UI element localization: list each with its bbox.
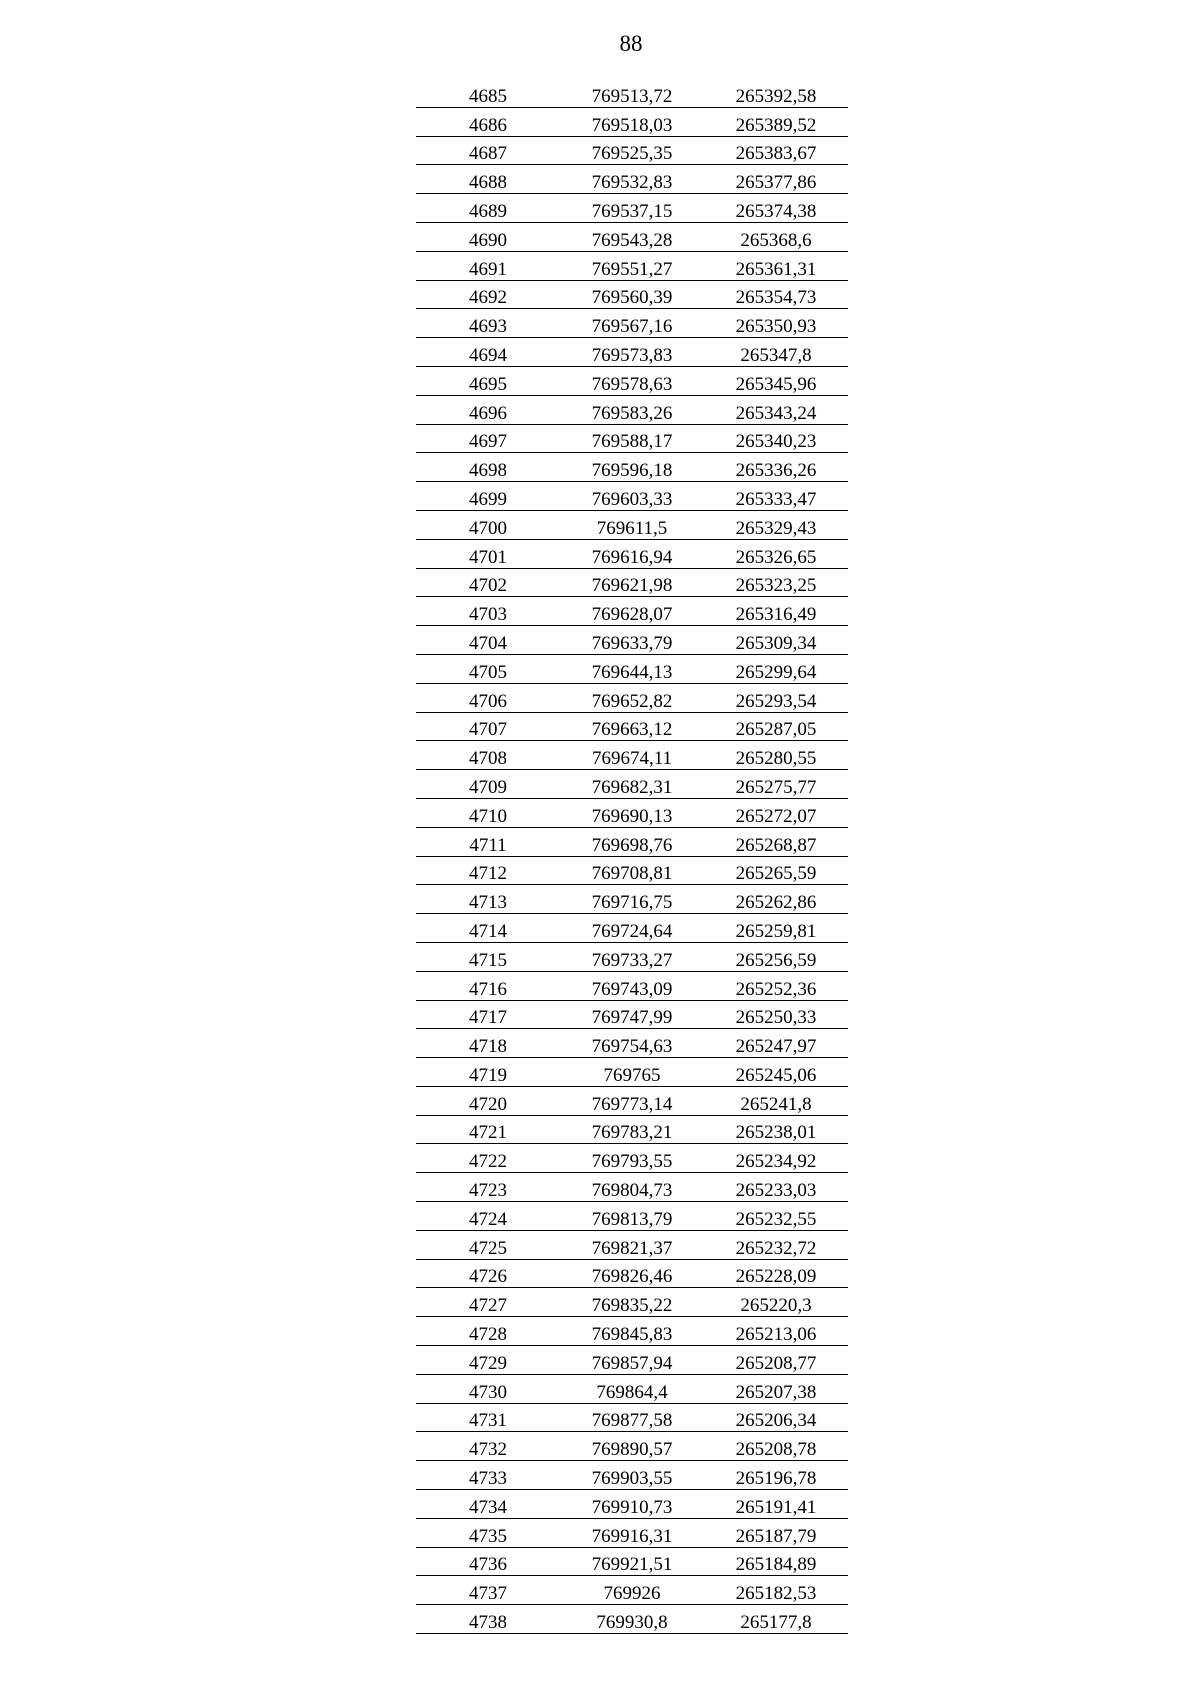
x-coordinate-cell: 769877,58 bbox=[560, 1403, 704, 1432]
y-coordinate-cell: 265374,38 bbox=[704, 194, 848, 223]
y-coordinate-cell: 265268,87 bbox=[704, 827, 848, 856]
y-coordinate-cell: 265232,72 bbox=[704, 1230, 848, 1259]
point-number-cell: 4707 bbox=[416, 712, 560, 741]
table-row bbox=[416, 1547, 848, 1576]
y-coordinate-cell: 265299,64 bbox=[704, 654, 848, 683]
y-coordinate-cell: 265191,41 bbox=[704, 1490, 848, 1519]
point-number-cell: 4715 bbox=[416, 942, 560, 971]
point-number-cell: 4693 bbox=[416, 309, 560, 338]
x-coordinate-cell: 769930,8 bbox=[560, 1605, 704, 1634]
table-row bbox=[416, 1461, 848, 1490]
x-coordinate-cell: 769804,73 bbox=[560, 1173, 704, 1202]
table-row bbox=[416, 251, 848, 280]
y-coordinate-cell: 265383,67 bbox=[704, 136, 848, 165]
point-number-cell: 4688 bbox=[416, 165, 560, 194]
table-row bbox=[416, 741, 848, 770]
table-row bbox=[416, 539, 848, 568]
coordinates-table-body bbox=[416, 79, 848, 1634]
table-row bbox=[416, 482, 848, 511]
table-row bbox=[416, 1374, 848, 1403]
x-coordinate-cell: 769903,55 bbox=[560, 1461, 704, 1490]
x-coordinate-cell: 769525,35 bbox=[560, 136, 704, 165]
table-row bbox=[416, 280, 848, 309]
y-coordinate-cell: 265340,23 bbox=[704, 424, 848, 453]
table-row bbox=[416, 626, 848, 655]
point-number-cell: 4698 bbox=[416, 453, 560, 482]
point-number-cell: 4727 bbox=[416, 1288, 560, 1317]
x-coordinate-cell: 769916,31 bbox=[560, 1518, 704, 1547]
y-coordinate-cell: 265293,54 bbox=[704, 683, 848, 712]
y-coordinate-cell: 265389,52 bbox=[704, 107, 848, 136]
y-coordinate-cell: 265343,24 bbox=[704, 395, 848, 424]
x-coordinate-cell: 769537,15 bbox=[560, 194, 704, 223]
point-number-cell: 4719 bbox=[416, 1058, 560, 1087]
table-row bbox=[416, 597, 848, 626]
point-number-cell: 4714 bbox=[416, 914, 560, 943]
x-coordinate-cell: 769573,83 bbox=[560, 338, 704, 367]
x-coordinate-cell: 769532,83 bbox=[560, 165, 704, 194]
y-coordinate-cell: 265232,55 bbox=[704, 1202, 848, 1231]
table-row bbox=[416, 107, 848, 136]
x-coordinate-cell: 769754,63 bbox=[560, 1029, 704, 1058]
y-coordinate-cell: 265238,01 bbox=[704, 1115, 848, 1144]
y-coordinate-cell: 265354,73 bbox=[704, 280, 848, 309]
table-row bbox=[416, 1432, 848, 1461]
x-coordinate-cell: 769513,72 bbox=[560, 79, 704, 107]
point-number-cell: 4721 bbox=[416, 1115, 560, 1144]
point-number-cell: 4732 bbox=[416, 1432, 560, 1461]
y-coordinate-cell: 265256,59 bbox=[704, 942, 848, 971]
y-coordinate-cell: 265309,34 bbox=[704, 626, 848, 655]
x-coordinate-cell: 769588,17 bbox=[560, 424, 704, 453]
table-row bbox=[416, 222, 848, 251]
point-number-cell: 4694 bbox=[416, 338, 560, 367]
y-coordinate-cell: 265287,05 bbox=[704, 712, 848, 741]
point-number-cell: 4720 bbox=[416, 1086, 560, 1115]
y-coordinate-cell: 265187,79 bbox=[704, 1518, 848, 1547]
y-coordinate-cell: 265392,58 bbox=[704, 79, 848, 107]
x-coordinate-cell: 769783,21 bbox=[560, 1115, 704, 1144]
x-coordinate-cell: 769644,13 bbox=[560, 654, 704, 683]
point-number-cell: 4724 bbox=[416, 1202, 560, 1231]
x-coordinate-cell: 769835,22 bbox=[560, 1288, 704, 1317]
table-row bbox=[416, 1576, 848, 1605]
y-coordinate-cell: 265347,8 bbox=[704, 338, 848, 367]
point-number-cell: 4701 bbox=[416, 539, 560, 568]
table-row bbox=[416, 798, 848, 827]
table-row bbox=[416, 338, 848, 367]
x-coordinate-cell: 769518,03 bbox=[560, 107, 704, 136]
table-row bbox=[416, 366, 848, 395]
point-number-cell: 4689 bbox=[416, 194, 560, 223]
point-number-cell: 4735 bbox=[416, 1518, 560, 1547]
x-coordinate-cell: 769596,18 bbox=[560, 453, 704, 482]
x-coordinate-cell: 769708,81 bbox=[560, 856, 704, 885]
x-coordinate-cell: 769674,11 bbox=[560, 741, 704, 770]
table-row bbox=[416, 1144, 848, 1173]
x-coordinate-cell: 769583,26 bbox=[560, 395, 704, 424]
y-coordinate-cell: 265207,38 bbox=[704, 1374, 848, 1403]
point-number-cell: 4711 bbox=[416, 827, 560, 856]
x-coordinate-cell: 769733,27 bbox=[560, 942, 704, 971]
x-coordinate-cell: 769813,79 bbox=[560, 1202, 704, 1231]
point-number-cell: 4717 bbox=[416, 1000, 560, 1029]
point-number-cell: 4736 bbox=[416, 1547, 560, 1576]
x-coordinate-cell: 769864,4 bbox=[560, 1374, 704, 1403]
point-number-cell: 4690 bbox=[416, 222, 560, 251]
x-coordinate-cell: 769628,07 bbox=[560, 597, 704, 626]
point-number-cell: 4700 bbox=[416, 510, 560, 539]
y-coordinate-cell: 265220,3 bbox=[704, 1288, 848, 1317]
x-coordinate-cell: 769567,16 bbox=[560, 309, 704, 338]
x-coordinate-cell: 769551,27 bbox=[560, 251, 704, 280]
y-coordinate-cell: 265262,86 bbox=[704, 885, 848, 914]
table-row bbox=[416, 1605, 848, 1634]
point-number-cell: 4737 bbox=[416, 1576, 560, 1605]
point-number-cell: 4704 bbox=[416, 626, 560, 655]
table-row bbox=[416, 827, 848, 856]
y-coordinate-cell: 265265,59 bbox=[704, 856, 848, 885]
table-row bbox=[416, 194, 848, 223]
x-coordinate-cell: 769578,63 bbox=[560, 366, 704, 395]
point-number-cell: 4702 bbox=[416, 568, 560, 597]
point-number-cell: 4695 bbox=[416, 366, 560, 395]
y-coordinate-cell: 265252,36 bbox=[704, 971, 848, 1000]
x-coordinate-cell: 769663,12 bbox=[560, 712, 704, 741]
table-row bbox=[416, 914, 848, 943]
x-coordinate-cell: 769698,76 bbox=[560, 827, 704, 856]
x-coordinate-cell: 769543,28 bbox=[560, 222, 704, 251]
x-coordinate-cell: 769845,83 bbox=[560, 1317, 704, 1346]
y-coordinate-cell: 265368,6 bbox=[704, 222, 848, 251]
point-number-cell: 4686 bbox=[416, 107, 560, 136]
y-coordinate-cell: 265333,47 bbox=[704, 482, 848, 511]
x-coordinate-cell: 769611,5 bbox=[560, 510, 704, 539]
table-row bbox=[416, 770, 848, 799]
x-coordinate-cell: 769621,98 bbox=[560, 568, 704, 597]
x-coordinate-cell: 769826,46 bbox=[560, 1259, 704, 1288]
y-coordinate-cell: 265326,65 bbox=[704, 539, 848, 568]
table-row bbox=[416, 1202, 848, 1231]
point-number-cell: 4730 bbox=[416, 1374, 560, 1403]
point-number-cell: 4696 bbox=[416, 395, 560, 424]
y-coordinate-cell: 265329,43 bbox=[704, 510, 848, 539]
point-number-cell: 4706 bbox=[416, 683, 560, 712]
y-coordinate-cell: 265245,06 bbox=[704, 1058, 848, 1087]
table-row bbox=[416, 1230, 848, 1259]
x-coordinate-cell: 769890,57 bbox=[560, 1432, 704, 1461]
table-row bbox=[416, 165, 848, 194]
table-row bbox=[416, 453, 848, 482]
y-coordinate-cell: 265184,89 bbox=[704, 1547, 848, 1576]
table-row bbox=[416, 683, 848, 712]
x-coordinate-cell: 769747,99 bbox=[560, 1000, 704, 1029]
point-number-cell: 4708 bbox=[416, 741, 560, 770]
x-coordinate-cell: 769857,94 bbox=[560, 1346, 704, 1375]
table-row bbox=[416, 1403, 848, 1432]
x-coordinate-cell: 769616,94 bbox=[560, 539, 704, 568]
y-coordinate-cell: 265247,97 bbox=[704, 1029, 848, 1058]
table-row bbox=[416, 568, 848, 597]
table-row bbox=[416, 971, 848, 1000]
point-number-cell: 4691 bbox=[416, 251, 560, 280]
table-row bbox=[416, 510, 848, 539]
table-row bbox=[416, 712, 848, 741]
y-coordinate-cell: 265259,81 bbox=[704, 914, 848, 943]
table-row bbox=[416, 654, 848, 683]
y-coordinate-cell: 265361,31 bbox=[704, 251, 848, 280]
x-coordinate-cell: 769716,75 bbox=[560, 885, 704, 914]
y-coordinate-cell: 265213,06 bbox=[704, 1317, 848, 1346]
y-coordinate-cell: 265280,55 bbox=[704, 741, 848, 770]
y-coordinate-cell: 265323,25 bbox=[704, 568, 848, 597]
point-number-cell: 4728 bbox=[416, 1317, 560, 1346]
point-number-cell: 4733 bbox=[416, 1461, 560, 1490]
y-coordinate-cell: 265350,93 bbox=[704, 309, 848, 338]
x-coordinate-cell: 769724,64 bbox=[560, 914, 704, 943]
table-row bbox=[416, 1288, 848, 1317]
table-row bbox=[416, 1173, 848, 1202]
table-row bbox=[416, 1490, 848, 1519]
x-coordinate-cell: 769652,82 bbox=[560, 683, 704, 712]
table-row bbox=[416, 1000, 848, 1029]
point-number-cell: 4718 bbox=[416, 1029, 560, 1058]
x-coordinate-cell: 769773,14 bbox=[560, 1086, 704, 1115]
y-coordinate-cell: 265275,77 bbox=[704, 770, 848, 799]
table-row bbox=[416, 885, 848, 914]
y-coordinate-cell: 265336,26 bbox=[704, 453, 848, 482]
y-coordinate-cell: 265228,09 bbox=[704, 1259, 848, 1288]
x-coordinate-cell: 769690,13 bbox=[560, 798, 704, 827]
point-number-cell: 4705 bbox=[416, 654, 560, 683]
y-coordinate-cell: 265272,07 bbox=[704, 798, 848, 827]
y-coordinate-cell: 265316,49 bbox=[704, 597, 848, 626]
y-coordinate-cell: 265208,77 bbox=[704, 1346, 848, 1375]
x-coordinate-cell: 769910,73 bbox=[560, 1490, 704, 1519]
y-coordinate-cell: 265345,96 bbox=[704, 366, 848, 395]
y-coordinate-cell: 265182,53 bbox=[704, 1576, 848, 1605]
point-number-cell: 4725 bbox=[416, 1230, 560, 1259]
point-number-cell: 4716 bbox=[416, 971, 560, 1000]
y-coordinate-cell: 265177,8 bbox=[704, 1605, 848, 1634]
y-coordinate-cell: 265241,8 bbox=[704, 1086, 848, 1115]
table-row bbox=[416, 424, 848, 453]
x-coordinate-cell: 769821,37 bbox=[560, 1230, 704, 1259]
table-row bbox=[416, 1346, 848, 1375]
point-number-cell: 4738 bbox=[416, 1605, 560, 1634]
page-number: 88 bbox=[619, 31, 643, 56]
point-number-cell: 4723 bbox=[416, 1173, 560, 1202]
point-number-cell: 4699 bbox=[416, 482, 560, 511]
point-number-cell: 4703 bbox=[416, 597, 560, 626]
table-row bbox=[416, 1518, 848, 1547]
table-row bbox=[416, 1086, 848, 1115]
point-number-cell: 4692 bbox=[416, 280, 560, 309]
y-coordinate-cell: 265196,78 bbox=[704, 1461, 848, 1490]
point-number-cell: 4731 bbox=[416, 1403, 560, 1432]
table-row bbox=[416, 1029, 848, 1058]
point-number-cell: 4722 bbox=[416, 1144, 560, 1173]
x-coordinate-cell: 769682,31 bbox=[560, 770, 704, 799]
x-coordinate-cell: 769560,39 bbox=[560, 280, 704, 309]
coordinates-table bbox=[416, 79, 848, 1634]
table-row bbox=[416, 1317, 848, 1346]
table-row bbox=[416, 1058, 848, 1087]
table-row bbox=[416, 309, 848, 338]
table-row bbox=[416, 1259, 848, 1288]
table-row bbox=[416, 942, 848, 971]
table-row bbox=[416, 395, 848, 424]
x-coordinate-cell: 769921,51 bbox=[560, 1547, 704, 1576]
table-row bbox=[416, 1115, 848, 1144]
point-number-cell: 4685 bbox=[416, 79, 560, 107]
point-number-cell: 4712 bbox=[416, 856, 560, 885]
point-number-cell: 4710 bbox=[416, 798, 560, 827]
y-coordinate-cell: 265208,78 bbox=[704, 1432, 848, 1461]
y-coordinate-cell: 265377,86 bbox=[704, 165, 848, 194]
x-coordinate-cell: 769793,55 bbox=[560, 1144, 704, 1173]
y-coordinate-cell: 265233,03 bbox=[704, 1173, 848, 1202]
x-coordinate-cell: 769633,79 bbox=[560, 626, 704, 655]
x-coordinate-cell: 769765 bbox=[560, 1058, 704, 1087]
x-coordinate-cell: 769603,33 bbox=[560, 482, 704, 511]
table-row bbox=[416, 79, 848, 107]
point-number-cell: 4734 bbox=[416, 1490, 560, 1519]
y-coordinate-cell: 265234,92 bbox=[704, 1144, 848, 1173]
point-number-cell: 4697 bbox=[416, 424, 560, 453]
point-number-cell: 4726 bbox=[416, 1259, 560, 1288]
point-number-cell: 4687 bbox=[416, 136, 560, 165]
y-coordinate-cell: 265250,33 bbox=[704, 1000, 848, 1029]
table-row bbox=[416, 856, 848, 885]
point-number-cell: 4709 bbox=[416, 770, 560, 799]
y-coordinate-cell: 265206,34 bbox=[704, 1403, 848, 1432]
point-number-cell: 4729 bbox=[416, 1346, 560, 1375]
x-coordinate-cell: 769743,09 bbox=[560, 971, 704, 1000]
point-number-cell: 4713 bbox=[416, 885, 560, 914]
table-row bbox=[416, 136, 848, 165]
x-coordinate-cell: 769926 bbox=[560, 1576, 704, 1605]
